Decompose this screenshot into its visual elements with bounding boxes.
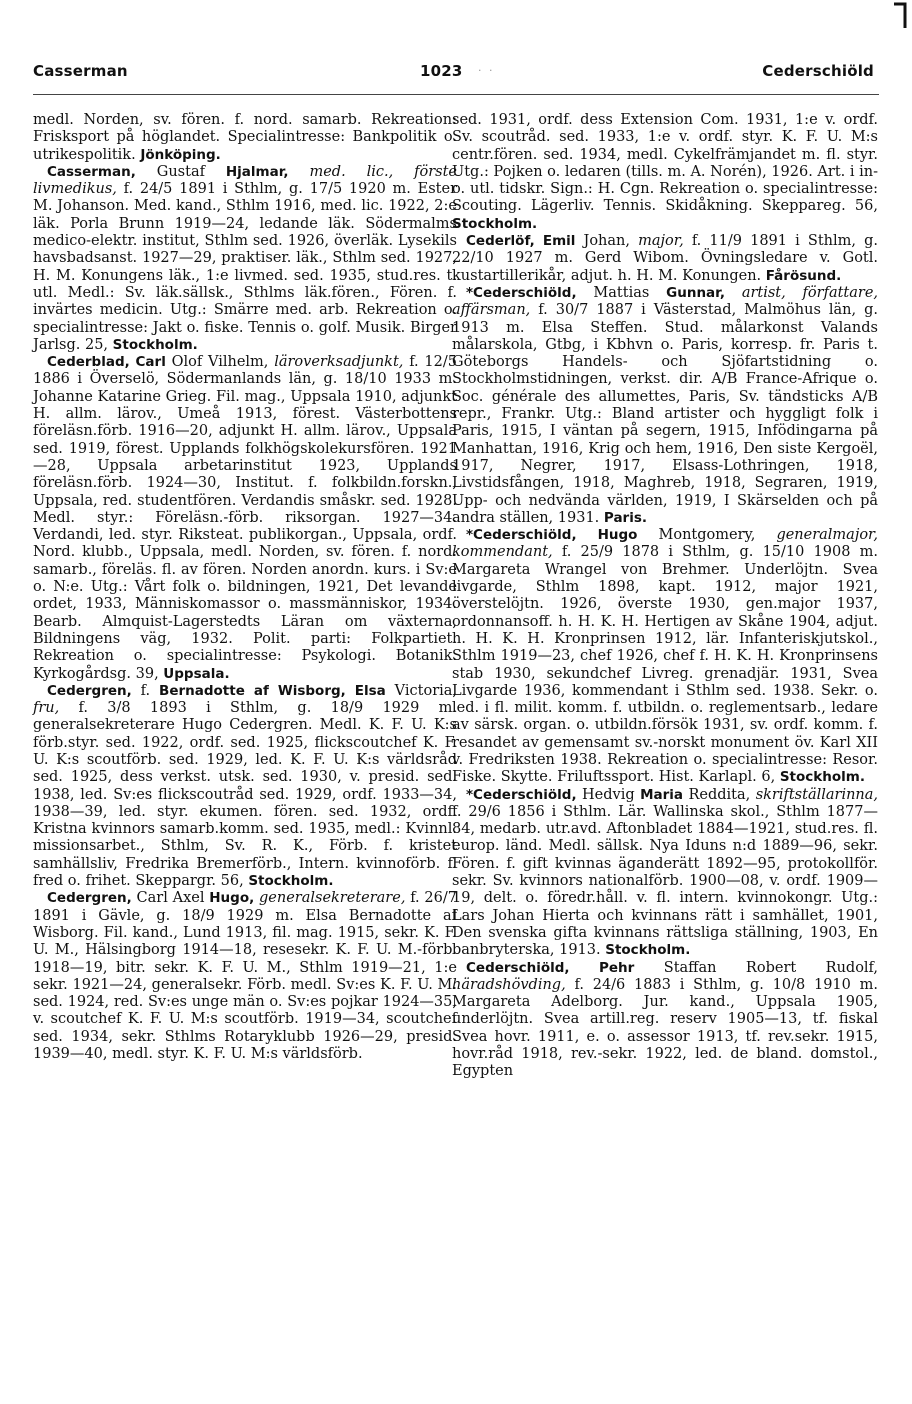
entry-more-names: Johan, [583, 233, 630, 250]
left-column [33, 112, 457, 1063]
entry-residence: Stockholm. [248, 873, 334, 890]
entry-title: läroverksadjunkt, [274, 354, 404, 371]
entry-residence: Stockholm. [112, 336, 198, 353]
entry-text: f. 24/5 1891 i Sthlm, g. 17/5 1920 m. Ester M. Johanson. Med. kand., Sthlm 1916, med. lic. 1922, 2:e läk. Porla Brunn 1919—24, ledande läk. Södermalms medico-elektr. institut, Sthlm sed. 1926, överläk. Lysekils havsbadsanst. 1927—29, praktiser. läk., Sthlm sed. 1927, H. M. Konungens läk., 1:e livmed. sed. 1935, stud.res. t. utl. Medl.: Sv. läk.sällsk., Sthlms läk.fören., Fören. f. invärtes medicin. Utg.: Smärre med. arb. Rekreation o. specialintresse: Jakt o. fiske. Tennis o. golf. Musik. Birger Jarlsg. 25, [33, 181, 458, 353]
entry-title: skriftställarinna, [755, 786, 879, 803]
entry-title: fru, [33, 700, 60, 717]
entry-title: generalmajor, kommendant, [452, 527, 879, 561]
entry-called-name: Hugo, [209, 890, 255, 907]
entry-title: häradshövding, [452, 976, 566, 993]
entry-residence: Stockholm. [605, 942, 691, 959]
biography-entry [33, 164, 457, 354]
entry-title: generalsekreterare, [259, 890, 406, 907]
entry-text: f. 29/6 1856 i Sthlm. Lär. Wallinska skol., Sthlm 1877—84, medarb. utr.avd. Aftonbladet 1884—1921, stud.res. fl. europ. länd. Medl. sällsk. Nya Iduns n:d 1889—96, sekr. Fören. f. gift kvinnas äganderätt 1892—95, protokollför. sekr. Sv. kvinnors nationalförb. 1900—08, v. ordf. 1909—19, delt. o. föredr.håll. v. fl. intern. kvinnokongr. Utg.: Lars Johan Hierta och kvinnans rätt i samhället, 1901, Den svenska gifta kvinnans rättsliga ställning, 1903, En banbryterska, 1913. [452, 803, 878, 959]
entry-title: artist, författare, affärsman, [452, 284, 879, 319]
entry-given-names: f. [140, 682, 151, 699]
entry-residence: Uppsala. [163, 665, 230, 682]
entry-text: f. 26/7 1891 i Gävle, g. 18/9 1929 m. Elsa Bernadotte af Wisborg. Fil. kand., Lund 1913, fil. mag. 1915, sekr. K. F. U. M., Hälsingborg 1914—18, resesekr. K. F. U. M.-förb. 1918—19, bitr. sekr. K. F. U. M., Sthlm 1919—21, 1:e sekr. 1921—24, generalsekr. Förb. medl. Sv:es K. F. U. M. sed. 1924, red. Sv:es unge män o. Sv:es pojkar 1924—35, v. scoutchef K. F. U. M:s scoutförb. 1919—34, scoutchef sed. 1934, sekr. Sthlms Rotaryklubb 1926—29, presid. 1939—40, medl. styr. K. F. U. M:s världsförb. [33, 890, 457, 1063]
entry-more-names: Montgomery, [658, 527, 756, 544]
entry-called-name: Emil [542, 233, 576, 250]
entry-text: f. 12/5 1886 i Överselö, Södermanlands län, g. 18/10 1933 m. Johanne Katarine Grieg. Fil. mag., Uppsala 1910, adjunkt H. allm. lärov., Umeå 1913, förest. Västerbottens föreläsn.förb. 1916—20, adjunkt H. allm. lärov., Uppsala sed. 1919, förest. Upplands folkhögskolekursfören. 1921—28, Uppsala arbetarinstitut 1923, Upplands föreläsn.förb. 1924—30, Institut. f. folkbildn.forskn., Uppsala, red. studentfören. Verdandis småskr. sed. 1928. Medl. styr.: Föreläsn.-förb. riksorgan. 1927—34. Verdandi, led. styr. Riksteat. publikorgan., Uppsala, ordf. Nord. klubb., Uppsala, medl. Norden, sv. fören. f. nord. samarb., föreläs. fl. av fören. Norden anordn. kurs. i Sv:e o. N:e. Utg.: Vårt folk o. bildningen, 1921, Det levande ordet, 1933, Människomassor o. massmänniskor, 1934. Bearb. Almquist-Lagerstedts Läran om växterna, Bildningens väg, 1932. Polit. parti: Folkpartiet. Rekreation o. specialintresse: Psykologi. Botanik. Kyrkogårdsg. 39, [33, 354, 457, 682]
biography-entry [452, 960, 878, 1081]
entry-surname: Casserman, [47, 163, 136, 180]
biography-entry [452, 787, 878, 960]
entry-called-name: Pehr [598, 959, 635, 976]
entry-surname: Cederschiöld, [466, 959, 570, 976]
entry-residence: Paris. [603, 509, 647, 526]
entry-surname: *Cederschiöld, [466, 786, 577, 803]
header-rule [33, 94, 879, 95]
biography-entry [33, 112, 457, 164]
entry-called-name: Hugo [597, 527, 638, 544]
entry-called-name: Carl [135, 354, 166, 371]
header-right-word: Cederschiöld [762, 62, 874, 80]
entry-called-name: Bernadotte af Wisborg, Elsa [159, 682, 386, 699]
entry-given-names: Mattias [593, 284, 650, 301]
entry-called-name: Maria [640, 786, 684, 803]
entry-more-names: Victoria, [394, 682, 458, 699]
entry-more-names: Olof Vilhelm, [171, 354, 269, 371]
biography-entry [452, 112, 878, 233]
entry-given-names: Hedvig [582, 786, 635, 803]
biography-entry [33, 683, 457, 891]
entry-title: med. lic., förste livmedikus, [33, 163, 458, 198]
entry-residence: Fårösund. [765, 267, 842, 284]
biography-entry [452, 527, 878, 786]
entry-text: f. 11/9 1891 i Sthlm, g. 22/10 1927 m. Gerd Wibom. Övningsledare v. Gotl. kustartillerikår, adjut. h. H. M. Konungen. [452, 233, 878, 284]
entry-surname: Cederblad, [47, 354, 130, 371]
right-column [452, 112, 878, 1081]
entry-called-name: Hjalmar, [225, 163, 289, 180]
entry-residence: Stockholm. [452, 215, 538, 232]
entry-surname: Cedergren, [47, 682, 132, 699]
entry-surname: *Cederschiöld, [466, 527, 577, 544]
header-left-word: Casserman [33, 62, 128, 80]
entry-text: f. 25/9 1878 i Sthlm, g. 15/10 1908 m. Margareta Wrangel von Brehmer. Underlöjtn. Svea livgarde, Sthlm 1898, kapt. 1912, major 1921, överstelöjtn. 1926, överste 1930, gen.major 1937, ordonnansoff. h. H. K. H. Hertigen av Skåne 1904, adjut. h. H. K. H. Kronprinsen 1912, lär. Infanteriskjutskol., Sthlm 1919—23, chef 1926, chef f. H. K. H. Kronprinsens stab 1930, sekundchef Livreg. grenadjär. 1931, Svea Livgarde 1936, kommendant i Sthlm sed. 1938. Sekr. o. led. i fl. milit. komm. f. utbildn. o. reglementsarb., ledare av särsk. organ. o. utbildn.försök 1931, sv. ordf. komm. f. resandet av gemensamt sv.-norskt monument öv. Karl XII v. Fredriksten 1938. Rekreation o. specialintresse: Resor. Fiske. Skytte. Friluftssport. Hist. Karlapl. 6, [452, 544, 879, 786]
biography-entry [33, 890, 457, 1063]
biography-entry [452, 233, 878, 285]
entry-called-name: Gunnar, [666, 284, 725, 301]
entry-text: f. 3/8 1893 i Sthlm, g. 18/9 1929 m. generalsekreterare Hugo Cedergren. Medl. K. F. U. K:s förb.styr. sed. 1922, ordf. sed. 1925, flickscoutchef K. F. U. K:s scoutförb. sed. 1929, led. K. F. U. K:s världsråd sed. 1925, dess verkst. utsk. sed. 1930, v. presid. sed. 1938, led. Sv:es flickscoutråd sed. 1929, ordf. 1933—34, 1938—39, led. styr. ekumen. fören. sed. 1932, ordf. Kristna kvinnors samarb.komm. sed. 1935, medl.: Kvinnl. missionsarbet., Sthlm, Sv. R. K., Förb. f. kristet samhällsliv, Fredrika Bremerförb., Intern. kvinnoförb. f. fred o. frihet. Skeppargr. 56, [33, 700, 458, 890]
entry-more-names: Staffan Robert Rudolf, [663, 959, 879, 976]
entry-surname: Cedergren, [47, 890, 132, 907]
entry-title: major, [638, 233, 684, 250]
entry-text: sed. 1931, ordf. dess Extension Com. 1931, 1:e v. ordf. Sv. scoutråd. sed. 1933, 1:e v. ordf. styr. K. F. U. M:s centr.fören. sed. 1934, medl. Cykelfrämjandet m. fl. styr. Utg.: Pojken o. ledaren (tills. m. A. Norén), 1926. Art. i in- o. utl. tidskr. Sign.: H. Cgn. Rekreation o. specialintresse: Scouting. Lägerliv. Tennis. Skidåkning. Skeppareg. 56, [452, 112, 878, 215]
biography-entry [452, 285, 878, 527]
biography-entry [33, 354, 457, 683]
page-number: 1023 [420, 62, 463, 80]
corner-bracket-mark [892, 0, 908, 30]
entry-text: f. 24/6 1883 i Sthlm, g. 10/8 1910 m. Margareta Adelborg. Jur. kand., Uppsala 1905, underlöjtn. Svea artill.reg. reserv 1905—13, tf. fiskal Svea hovr. 1911, e. o. assessor 1913, tf. rev.sekr. 1915, hovr.råd 1918, rev.-sekr. 1922, led. de bland. domstol., Egypten [452, 976, 879, 1080]
entry-given-names: Gustaf [156, 163, 205, 180]
entry-more-names: Reddita, [688, 786, 751, 803]
entry-surname: *Cederschiöld, [466, 284, 577, 301]
entry-residence: Jönköping. [140, 146, 221, 163]
entry-surname: Cederlöf, [466, 233, 535, 250]
entry-residence: Stockholm. [779, 769, 865, 786]
header-dots: · · [478, 64, 495, 77]
entry-text: medl. Norden, sv. fören. f. nord. samarb. Rekreation: Frisksport på höglandet. Specialintresse: Bankpolitik o. utrikespolitik. [33, 112, 457, 163]
entry-given-names: Carl Axel [136, 890, 205, 907]
entry-text: f. 30/7 1887 i Västerstad, Malmöhus län, g. 1913 m. Elsa Steffen. Stud. målarkonst Valands målarskola, Gtbg, i Kbhvn o. Paris, korresp. fr. Paris t. Göteborgs Handels- och Sjöfartstidning o. Stockholmstidningen, verkst. dir. A/B France-Afrique o. Soc. générale des allumettes, Paris, Sv. tändsticks A/B repr., Frankr. Utg.: Bland artister och hyggligt folk i Paris, 1915, I väntan på segern, 1915, Infödingarna på Manhattan, 1916, Krig och hem, 1916, Den siste Kergoël, 1917, Negrer, 1917, Elsass-Lothringen, 1918, Livstidsfången, 1918, Maghreb, 1918, Segraren, 1919, Upp- och nedvända världen, 1919, I Skärselden och på andra ställen, 1931. [452, 302, 879, 526]
